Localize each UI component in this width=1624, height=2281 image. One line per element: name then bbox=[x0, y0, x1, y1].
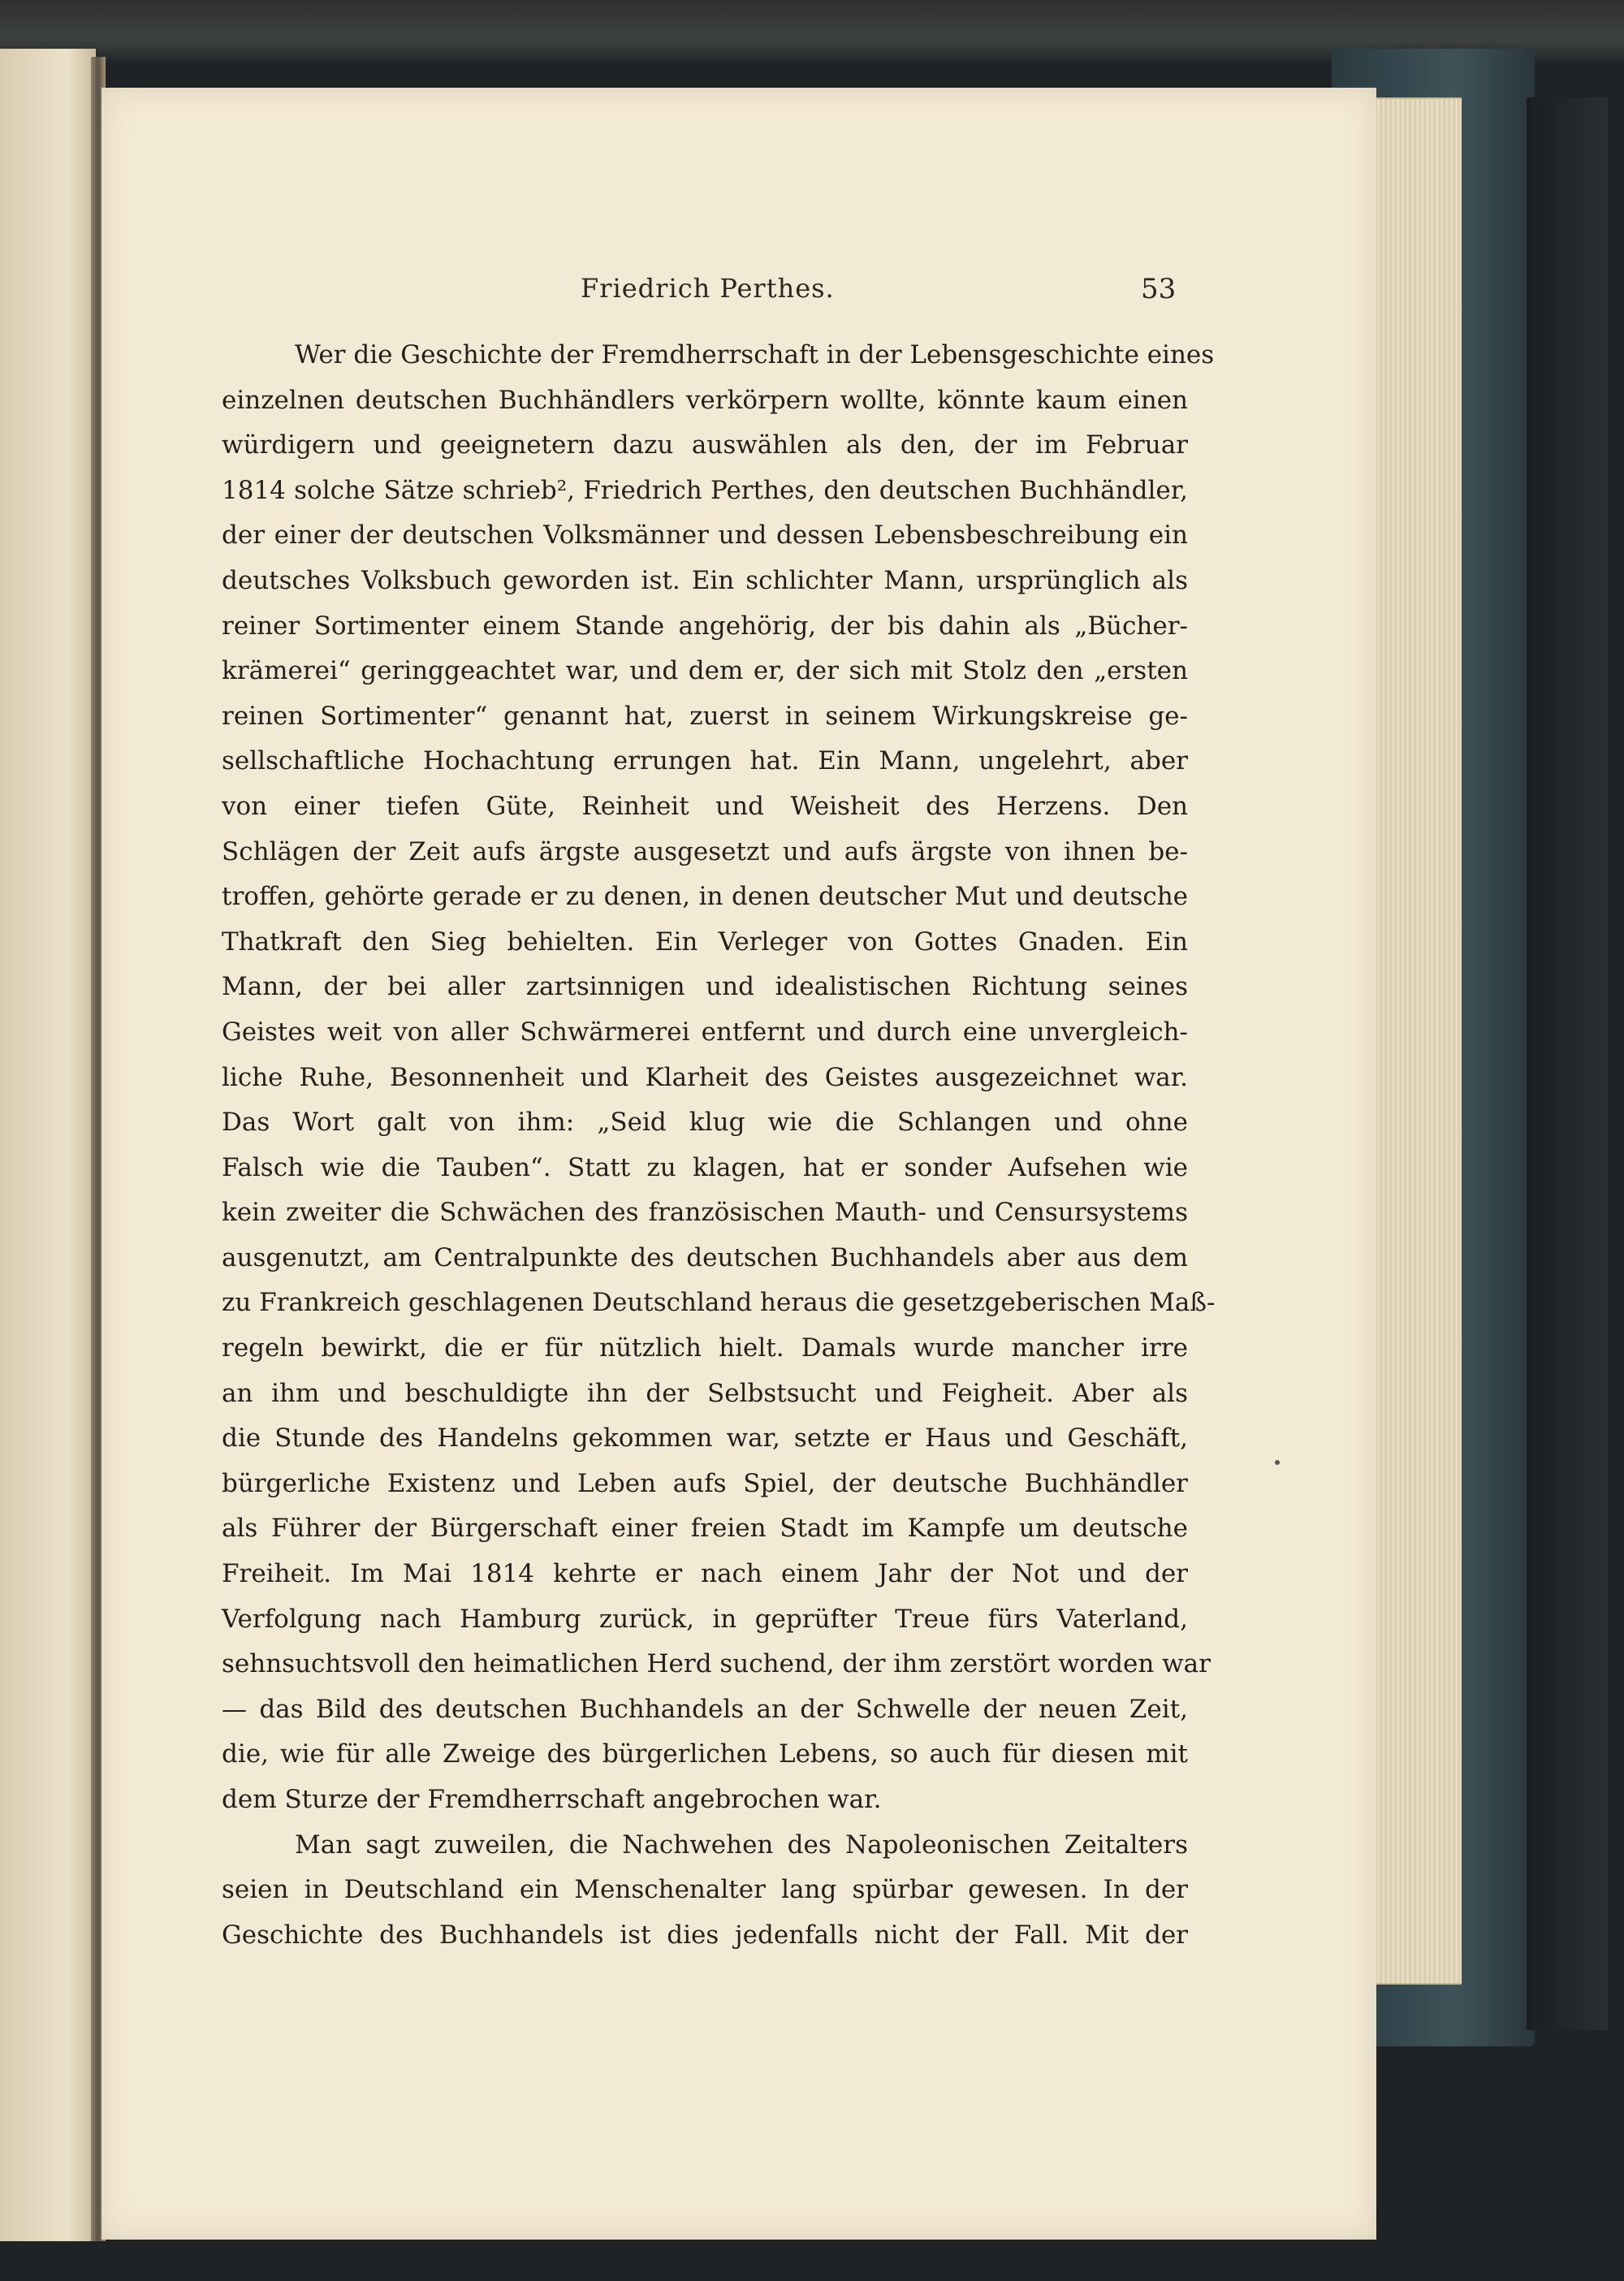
text-line: deutsches Volksbuch geworden ist. Ein schlichter Mann, ursprünglich als bbox=[222, 565, 1188, 595]
text-line: bürgerliche Existenz und Leben aufs Spiel, der deutsche Buchhändler bbox=[222, 1468, 1188, 1498]
facing-page-edge bbox=[0, 49, 96, 2241]
paper-speck bbox=[1275, 1460, 1280, 1465]
text-line: reiner Sortimenter einem Stande angehörig, der bis dahin als „Bücher- bbox=[222, 611, 1188, 641]
text-line: kein zweiter die Schwächen des französischen Mauth- und Censursystems bbox=[222, 1198, 1188, 1228]
text-line: an ihm und beschuldigte ihn der Selbstsucht und Feigheit. Aber als bbox=[222, 1378, 1188, 1408]
running-head bbox=[102, 273, 1376, 305]
text-line: Freiheit. Im Mai 1814 kehrte er nach einem Jahr der Not und der bbox=[222, 1559, 1188, 1589]
text-line: Das Wort galt von ihm: „Seid klug wie die Schlangen und ohne bbox=[222, 1108, 1188, 1138]
body-text bbox=[222, 333, 1216, 1958]
text-line: sellschaftliche Hochachtung errungen hat. Ein Mann, ungelehrt, aber bbox=[222, 746, 1188, 776]
text-line: von einer tiefen Güte, Reinheit und Weisheit des Herzens. Den bbox=[222, 791, 1188, 821]
text-line: Geschichte des Buchhandels ist dies jedenfalls nicht der Fall. Mit der bbox=[222, 1920, 1188, 1950]
text-line: zu Frankreich geschlagenen Deutschland heraus die gesetzgeberischen Maß- bbox=[222, 1288, 1216, 1318]
text-line: dem Sturze der Fremdherrschaft angebrochen war. bbox=[222, 1785, 882, 1814]
text-line: krämerei“ geringgeachtet war, und dem er, der sich mit Stolz den „ersten bbox=[222, 656, 1188, 686]
text-line: — das Bild des deutschen Buchhandels an der Schwelle der neuen Zeit, bbox=[222, 1694, 1188, 1724]
page-number: 53 bbox=[1141, 273, 1177, 305]
text-line: 1814 solche Sätze schrieb², Friedrich Perthes, den deutschen Buchhändler, bbox=[222, 475, 1188, 505]
text-line: regeln bewirkt, die er für nützlich hielt. Damals wurde mancher irre bbox=[222, 1333, 1188, 1363]
text-line: einzelnen deutschen Buchhändlers verkörpern wollte, könnte kaum einen bbox=[222, 385, 1188, 415]
text-line: würdigern und geeignetern dazu auswählen als den, der im Februar bbox=[222, 430, 1188, 460]
text-line: liche Ruhe, Besonnenheit und Klarheit des Geistes ausgezeichnet war. bbox=[222, 1062, 1188, 1092]
text-line: troffen, gehörte gerade er zu denen, in denen deutscher Mut und deutsche bbox=[222, 882, 1188, 912]
text-line: Falsch wie die Tauben“. Statt zu klagen, hat er sonder Aufsehen wie bbox=[222, 1152, 1188, 1182]
text-line: die Stunde des Handelns gekommen war, setzte er Haus und Geschäft, bbox=[222, 1423, 1188, 1454]
text-line: ausgenutzt, am Centralpunkte des deutschen Buchhandels aber aus dem bbox=[222, 1242, 1188, 1272]
text-line: seien in Deutschland ein Menschenalter lang spürbar gewesen. In der bbox=[222, 1875, 1188, 1905]
text-line: als Führer der Bürgerschaft einer freien Stadt im Kampfe um deutsche bbox=[222, 1514, 1188, 1544]
text-line: Geistes weit von aller Schwärmerei entfernt und durch eine unvergleich- bbox=[222, 1017, 1188, 1047]
running-title: Friedrich Perthes. bbox=[581, 273, 835, 304]
text-line: Thatkraft den Sieg behielten. Ein Verleger von Gottes Gnaden. Ein bbox=[222, 927, 1188, 957]
text-line: Wer die Geschichte der Fremdherrschaft in der Lebensgeschichte eines bbox=[295, 340, 1215, 369]
text-line: der einer der deutschen Volksmänner und dessen Lebensbeschreibung ein bbox=[222, 521, 1188, 551]
text-line: Man sagt zuweilen, die Nachwehen des Napoleonischen Zeitalters bbox=[295, 1830, 1188, 1860]
text-line: die, wie für alle Zweige des bürgerlichen Lebens, so auch für diesen mit bbox=[222, 1739, 1188, 1769]
text-line: reinen Sortimenter“ genannt hat, zuerst in seinem Wirkungskreise ge- bbox=[222, 701, 1188, 731]
text-line: Verfolgung nach Hamburg zurück, in geprüfter Treue fürs Vaterland, bbox=[222, 1604, 1188, 1634]
page-edges bbox=[1364, 97, 1462, 1985]
book-spine-shadow bbox=[1527, 97, 1608, 2030]
text-line: Mann, der bei aller zartsinnigen und idealistischen Richtung seines bbox=[222, 972, 1188, 1002]
book-page bbox=[102, 88, 1376, 2240]
text-line: sehnsuchtsvoll den heimatlichen Herd suchend, der ihm zerstört worden war bbox=[222, 1649, 1211, 1679]
text-line: Schlägen der Zeit aufs ärgste ausgesetzt und aufs ärgste von ihnen be- bbox=[222, 836, 1188, 866]
